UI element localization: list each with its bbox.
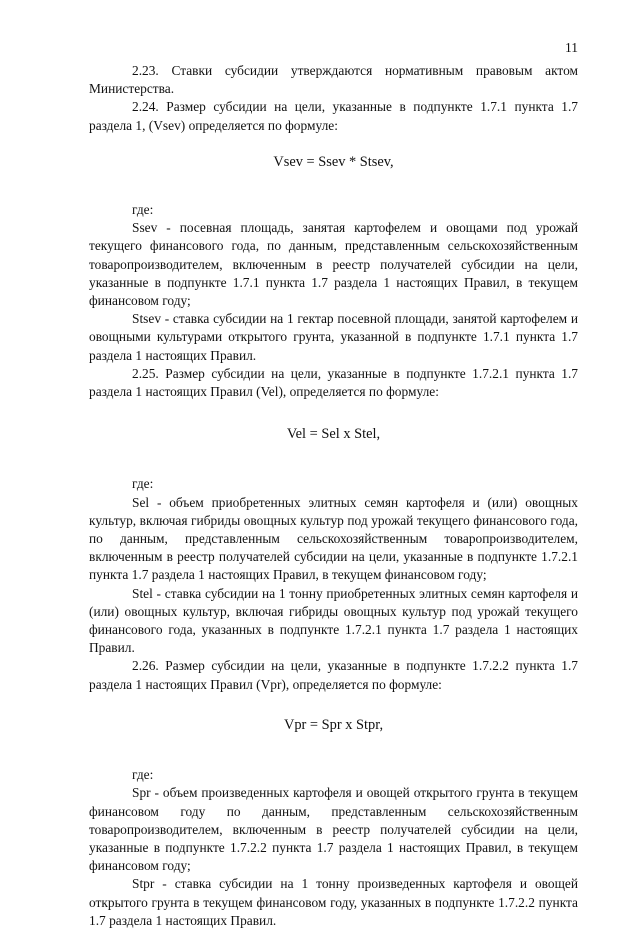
page-number: 11 [565, 40, 578, 55]
definition-ssev: Ssev - посевная площадь, занятая картофелем и овощами под урожай текущего финансового года, по данным, представленным сельскохозяйственным товаропроизводителем, включенным в реестр получателей субсидии на цели, указанные в подпункте 1.7.1 пункта 1.7 раздела 1 настоящих Правил, в текущем финансовом году; [89, 220, 578, 309]
formula-vel: Vel = Sel x Stel, [286, 426, 381, 443]
definition-stel: Stel - ставка субсидии на 1 тонну приобретенных элитных семян картофеля и (или) овощных культур, включая гибриды овощных культур под урожай текущего финансового года, указанных в подпункте 1.7.2.1 пункта 1.7 раздела 1 настоящих Правил. [89, 585, 578, 656]
formula-vsev: Vsev = Ssev * Stsev, [273, 153, 394, 170]
document-body [89, 62, 578, 930]
paragraph-2-24: 2.24. Размер субсидии на цели, указанные в подпункте 1.7.1 пункта 1.7 раздела 1, (Vsev) определяется по формуле: [89, 99, 578, 133]
definition-stsev: Stsev - ставка субсидии на 1 гектар посевной площади, занятой картофелем и овощными культурами открытого грунта, указанной в подпункте 1.7.1 пункта 1.7 раздела 1 настоящих Правил. [89, 311, 578, 363]
where-label: где: [132, 767, 154, 783]
formula-vpr: Vpr = Spr x Stpr, [283, 716, 384, 733]
where-label: где: [132, 202, 154, 218]
definition-sel: Sel - объем приобретенных элитных семян картофеля и (или) овощных культур, включая гибриды овощных культур под урожай текущего финансового года, по данным, представленным сельскохозяйственным товаропроизводителем, включенным в реестр получателей субсидии на цели, указанные в подпункте 1.7.2.1 пункта 1.7 раздела 1 настоящих Правил, в текущем финансовом году; [89, 494, 578, 583]
definition-stpr: Stpr - ставка субсидии на 1 тонну произведенных картофеля и овощей открытого грунта в текущем финансовом году, указанных в подпункте 1.7.2.2 пункта 1.7 раздела 1 настоящих Правил. [89, 876, 578, 928]
where-label: где: [132, 476, 154, 492]
paragraph-2-25: 2.25. Размер субсидии на цели, указанные в подпункте 1.7.2.1 пункта 1.7 раздела 1 настоящих Правил (Vel), определяется по формуле: [89, 365, 578, 400]
paragraph-2-23: 2.23. Ставки субсидии утверждаются нормативным правовым актом Министерства. [89, 63, 578, 97]
paragraph-2-26: 2.26. Размер субсидии на цели, указанные в подпункте 1.7.2.2 пункта 1.7 раздела 1 настоящих Правил (Vpr), определяется по формуле: [89, 658, 578, 692]
definition-spr: Spr - объем произведенных картофеля и овощей открытого грунта в текущем финансовом году по данным, представленным сельскохозяйственным товаропроизводителем, включенным в реестр получателей субсидии на цели, указанные в подпункте 1.7.2.2 пункта 1.7 раздела 1 настоящих Правил, в текущем финансовом году; [89, 785, 578, 874]
